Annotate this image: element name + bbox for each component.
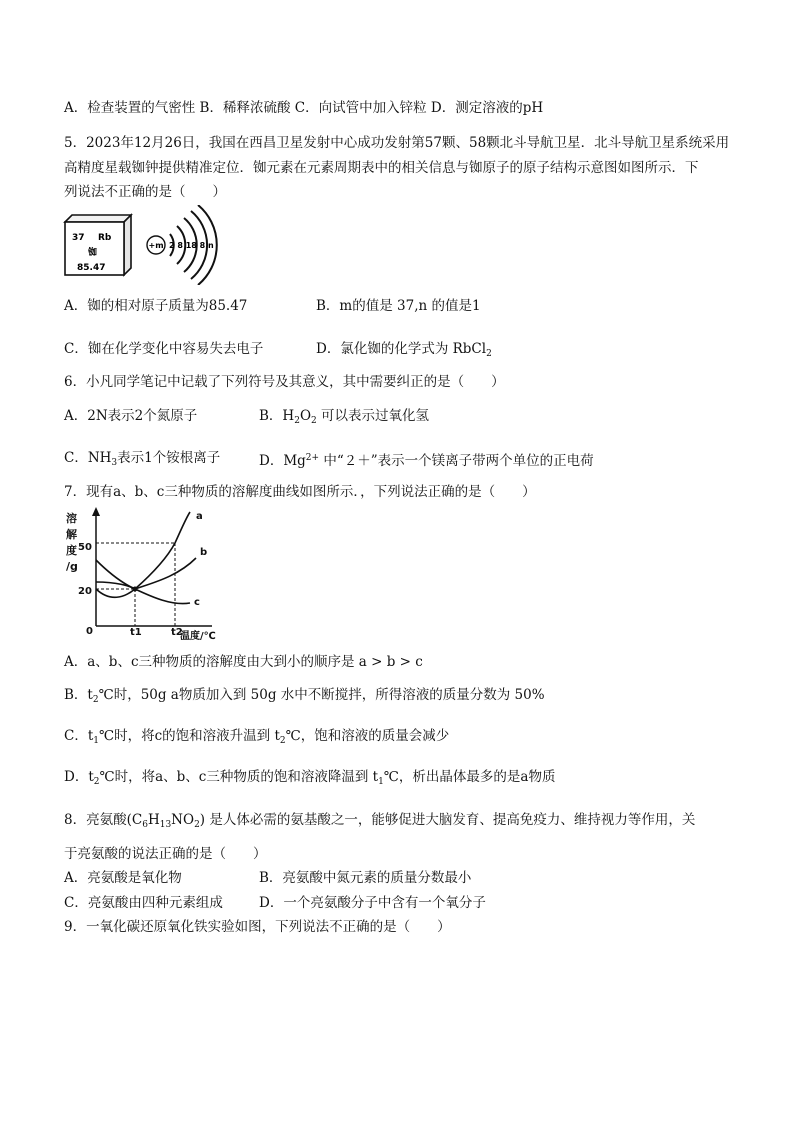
intersection-point bbox=[133, 587, 138, 592]
q7-option-d: D．$t_2℃$时，将a、b、c三种物质的饱和溶液降温到 $t_1℃$，析出晶体最多的是a物质 bbox=[64, 769, 556, 787]
y-axis-label-4: /g bbox=[66, 560, 78, 573]
q8-option-c: C．亮氨酸由四种元素组成 bbox=[64, 895, 223, 911]
y-tick-20: 20 bbox=[78, 586, 92, 597]
atomic-mass: 85.47 bbox=[77, 263, 106, 273]
x-tick-t1: t1 bbox=[130, 627, 142, 638]
q5-stem-line2: 高精度星载铷钟提供精准定位．铷元素在元素周期表中的相关信息与铷原子的原子结构示意图如图所示．下 bbox=[64, 160, 699, 176]
electron-shells: 2 8 18 8 n bbox=[169, 241, 214, 250]
nucleus-charge: +m bbox=[148, 241, 164, 250]
q5-stem-line1: 5．2023年12月26日，我国在西昌卫星发射中心成功发射第57颗、58颗北斗导航卫星．北斗导航卫星系统采用 bbox=[64, 135, 730, 151]
q8-stem-line2: 于亮氨酸的说法正确的是（ ） bbox=[64, 846, 267, 862]
q5-option-b: B．m的值是 37,n 的值是1 bbox=[316, 298, 481, 314]
y-axis-label-3: 度 bbox=[66, 544, 77, 557]
atomic-number: 37 bbox=[72, 233, 85, 243]
q5-stem-line3: 列说法不正确的是（ ） bbox=[64, 184, 226, 200]
y-tick-50: 50 bbox=[78, 542, 92, 553]
q7-option-c: C．$t_1℃$时，将c的饱和溶液升温到 $t_2℃$，饱和溶液的质量会减少 bbox=[64, 728, 450, 746]
q4-options: A．检查装置的气密性 B．稀释浓硫酸 C．向试管中加入锌粒 D．测定溶液的pH bbox=[64, 100, 544, 116]
curve-label-c: c bbox=[194, 597, 200, 608]
q5-option-c: C．铷在化学变化中容易失去电子 bbox=[64, 341, 264, 357]
curve-label-b: b bbox=[200, 547, 208, 558]
q8-stem-line1: 8．亮氨酸$(C_6H_{13}NO_2)$ 是人体必需的氨基酸之一，能够促进大脑发育、提高免疫力、维持视力等作用，关 bbox=[64, 812, 696, 830]
q8-option-d: D．一个亮氨酸分子中含有一个氧分子 bbox=[259, 895, 486, 911]
solubility-curve-graph bbox=[62, 506, 227, 644]
q6-option-a: A．2N表示2个氮原子 bbox=[64, 408, 198, 424]
q6-option-c: C．$NH_3$表示1个铵根离子 bbox=[64, 450, 221, 468]
element-symbol: Rb bbox=[98, 233, 112, 243]
element-name: 铷 bbox=[88, 248, 98, 258]
y-axis-label-1: 溶 bbox=[66, 512, 77, 525]
q7-option-a: A．a、b、c三种物质的溶解度由大到小的顺序是 a > b > c bbox=[64, 654, 423, 670]
q8-option-a: A．亮氨酸是氧化物 bbox=[64, 870, 182, 886]
q5-option-a: A．铷的相对原子质量为85.47 bbox=[64, 298, 248, 314]
curve-label-a: a bbox=[196, 511, 203, 522]
q9-stem: 9．一氧化碳还原氧化铁实验如图，下列说法不正确的是（ ） bbox=[64, 919, 451, 935]
curve-a bbox=[96, 512, 190, 597]
q6-option-b: B．$H_2O_2$ 可以表示过氧化氢 bbox=[259, 408, 430, 426]
q5-option-d: D．氯化铷的化学式为 RbCl$_2$ bbox=[316, 341, 492, 359]
q7-option-b: B．$t_2℃$时，50g a物质加入到 50g 水中不断搅拌，所得溶液的质量分数为 50% bbox=[64, 687, 545, 705]
rubidium-element-cell bbox=[62, 212, 134, 278]
q8-option-b: B．亮氨酸中氮元素的质量分数最小 bbox=[259, 870, 472, 886]
q7-stem: 7．现有a、b、c三种物质的溶解度曲线如图所示．，下列说法正确的是（ ） bbox=[64, 484, 536, 500]
origin-label: 0 bbox=[86, 626, 93, 637]
x-tick-t2: t2 bbox=[171, 627, 183, 638]
y-axis-label-2: 解 bbox=[66, 528, 77, 541]
atom-structure-diagram bbox=[142, 205, 218, 285]
x-axis-label: 温度/℃ bbox=[180, 631, 216, 642]
q6-option-d: D．$Mg^{2+}$ 中“２＋”表示一个镁离子带两个单位的正电荷 bbox=[259, 453, 594, 469]
q6-stem: 6．小凡同学笔记中记载了下列符号及其意义，其中需要纠正的是（ ） bbox=[64, 374, 505, 390]
